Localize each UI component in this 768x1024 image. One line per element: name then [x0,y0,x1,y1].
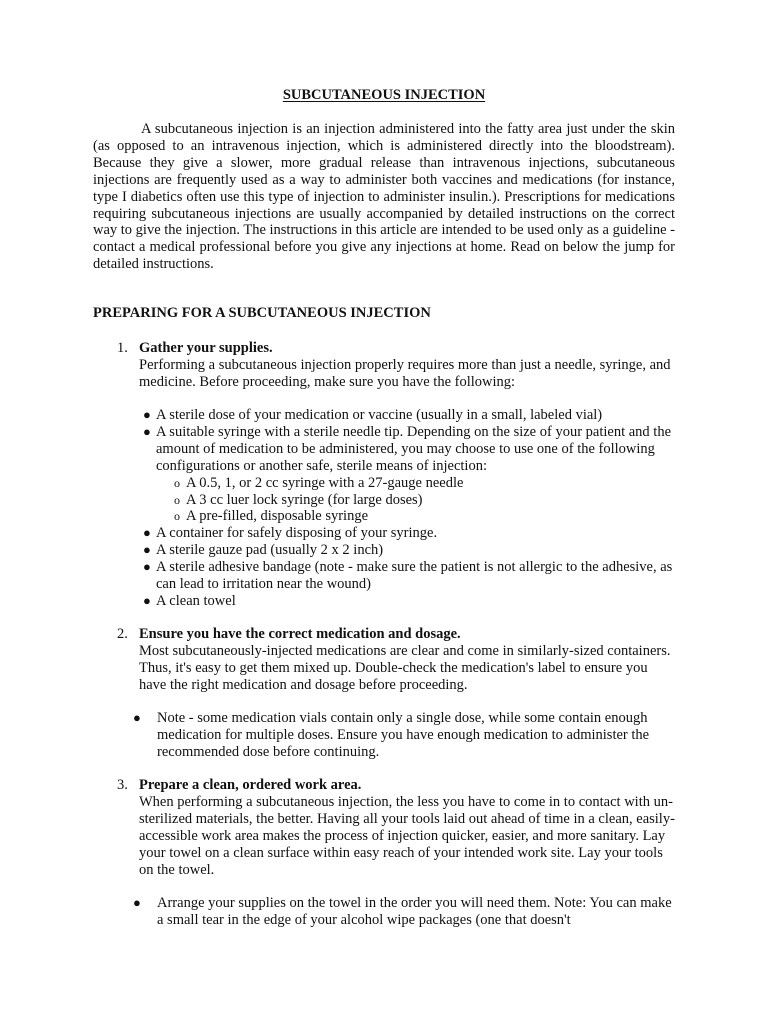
sub-list-item: o A 3 cc luer lock syringe (for large doses) [174,491,423,508]
list-item: ● Arrange your supplies on the towel in the order you will need them. Note: You can make a small tear in the edge of your alcohol wipe packages (one that doesn't [133,895,672,928]
step-heading: Ensure you have the correct medication and dosage. [139,626,461,642]
list-item: ● A suitable syringe with a sterile needle tip. Depending on the size of your patient and the amount of medication to be administered, you may choose to use one of the following configurations or another safe, sterile means of injection: o A 0.5, 1, or 2 cc syringe with a 27-gauge needle o A 3 cc luer lock syringe (for large doses) o A pre-filled, disposable syringe [143,424,676,525]
list-item: ● A sterile adhesive bandage (note - make sure the patient is not allergic to the adhesive, as can lead to irritation near the wound) [143,559,673,593]
note-list [133,710,673,761]
syringe-options-list [174,475,676,526]
intro-paragraph: A subcutaneous injection is an injection administered into the fatty area just under the skin (as opposed to an intravenous injection, which is administered directly into the bloodstream). Because they give a slower, more gradual release than intravenous injections, subcutaneous injections are frequently used as a way to administer both vaccines and medications (for instance, type I diabetics often use this type of injection to administer insulin.). Prescriptions for medications requiring subcutaneous injections are usually accompanied by detailed instructions on the correct way to give the injection. The instructions in this article are intended to be used only as a guideline - contact a medical professional before you give any injections at home. Read on below the jump for detailed instructions. [93,121,675,273]
page-title: SUBCUTANEOUS INJECTION [282,87,486,103]
step-text: When performing a subcutaneous injection, the less you have to come in to contact with un-sterilized materials, the better. Having all your tools laid out ahead of time in a clean, easily-accessible work area makes the process of injection quicker, easier, and more sanitary. Lay your towel on a clean surface within easy reach of your intended work site. Lay your tools on the towel. [139,793,675,878]
circle-bullet-icon: o [174,492,180,507]
step-number: 3. [117,777,128,793]
step-heading: Gather your supplies. [139,340,273,356]
bullet-icon: ● [133,895,141,910]
step-heading: Prepare a clean, ordered work area. [139,777,362,793]
step-2 [117,626,677,694]
list-item: ● A sterile dose of your medication or vaccine (usually in a small, labeled vial) [143,407,603,423]
list-item: ● A clean towel [143,592,236,609]
list-item: ● A sterile gauze pad (usually 2 x 2 inch) [143,542,384,559]
list-item: ● Note - some medication vials contain only a single dose, while some contain enough medication for multiple doses. Ensure you have enough medication to administer the recommended dose before continuing. [133,710,650,760]
bullet-icon: ● [133,710,141,725]
bullet-icon: ● [143,559,151,575]
note-list [133,895,673,929]
list-item: ● A container for safely disposing of your syringe. [143,525,438,542]
bullet-icon: ● [143,407,151,422]
step-number: 1. [117,340,128,356]
supplies-list [143,407,676,610]
step-text: Performing a subcutaneous injection properly requires more than just a needle, syringe, and medicine. Before proceeding, make sure you have the following: [139,356,671,390]
bullet-icon: ● [143,592,151,608]
circle-bullet-icon: o [174,509,180,524]
step-text: Most subcutaneously-injected medications are clear and come in similarly-sized containers. Thus, it's easy to get them mixed up. Double-check the medication's label to ensure you have the right medication and dosage before proceeding. [139,642,671,693]
bullet-icon: ● [143,542,151,558]
bullet-icon: ● [143,525,151,541]
sub-list-item: o A 0.5, 1, or 2 cc syringe with a 27-gauge needle [174,474,464,491]
step-number: 2. [117,626,128,642]
section-heading: PREPARING FOR A SUBCUTANEOUS INJECTION [93,305,431,321]
sub-list-item: o A pre-filled, disposable syringe [174,508,369,525]
circle-bullet-icon: o [174,475,180,490]
step-3 [117,777,677,878]
step-1 [117,340,677,391]
bullet-icon: ● [143,423,151,439]
